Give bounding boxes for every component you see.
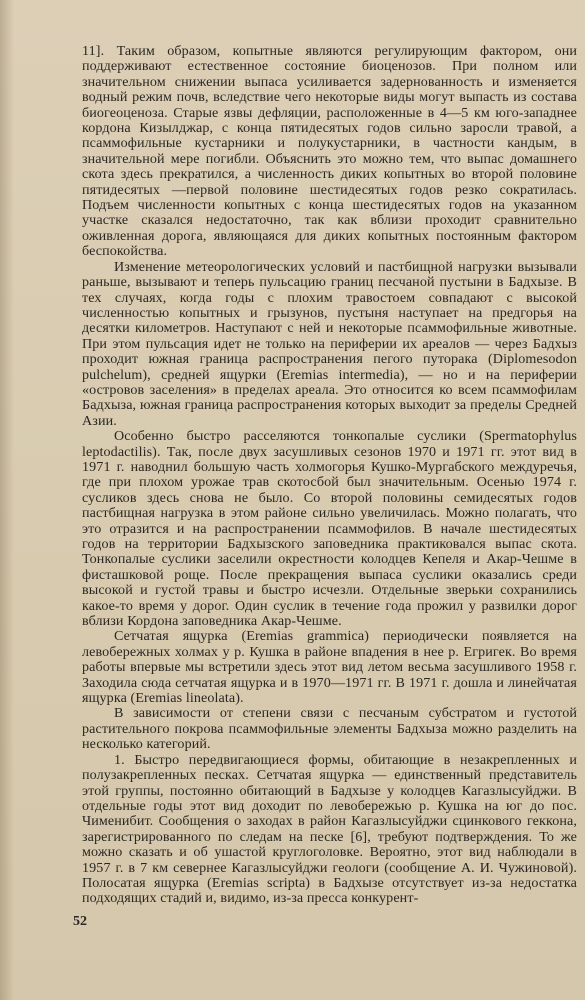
paragraph-5: В зависимости от степени связи с песчаным субстратом и густотой растительного покрова псаммофильные элементы Бадхыза можно разделить на несколько категорий. — [82, 705, 577, 753]
paragraph-6: 1. Быстро передвигающиеся формы, обитающие в незакрепленных и полузакрепленных песках. Сетчатая ящурка — единственный представитель этой группы, постоянно обитающий в Бадхызе у колодцев Кагазлысуйджи. В отдельные годы этот вид доходит по левобережью р. Кушка на юг до пос. Чименибит. Сообщения о заходах в район Кагазлысуйджи сцинкового геккона, зарегистрированного по следам на песке [6], требуют подтверждения. То же можно сказать и об ушастой круглоголовке. Вероятно, этот вид наблюдали в 1957 г. в 7 км севернее Кагазлысуйджи геологи (сообщение А. И. Чужиновой). Полосатая ящурка (Eremias scripta) в Бадхызе отсутствует из-за недостатка подходящих стадий и, видимо, из-за пресса конкурент- — [82, 751, 577, 907]
page-number: 52 — [73, 914, 87, 929]
paragraph-3: Особенно быстро расселяются тонкопалые суслики (Spermatophylus leptodactilis). Так, после двух засушливых сезонов 1970 и 1971 гг. этот вид в 1971 г. наводнил большую часть холмогорья Кушко-Мургабского междуречья, где при плохом урожае трав скотосбой был значительным. Осенью 1974 г. сусликов здесь снова не было. Со второй половины семидесятых годов пастбищная нагрузка в этом районе сильно увеличилась. Можно полагать, что это отразится и на распространении псаммофилов. В начале шестидесятых годов на территории Бадхызского заповедника практиковался выпас скота. Тонкопалые суслики заселили окрестности колодцев Кепеля и Акар-Чешме в фисташковой роще. После прекращения выпаса суслики оказались среди высокой и густой травы и быстро исчезли. Отдельные зверьки сохранились какое-то время у дорог. Один суслик в течение года прожил у развилки дорог вблизи Кордона заповедника Акар-Чешме. — [82, 428, 577, 630]
paragraph-1: 11]. Таким образом, копытные являются регулирующим фактором, они поддерживают естественное состояние биоценозов. При полном или значительном снижении выпаса усиливается задернованность и изменяется водный режим почв, вследствие чего некоторые виды могут выпасть из состава биогеоценоза. Старые язвы дефляции, расположенные в 4—5 км юго-западнее кордона Кизылджар, с конца пятидесятых годов сильно заросли травой, а псаммофильные кустарники и полукустарники, в частности кандым, в значительной мере погибли. Объяснить это можно тем, что выпас домашнего скота здесь прекратился, а численность диких копытных во второй половине пятидесятых —первой половине шестидесятых годов резко сократилась. Подъем численности копытных с конца шестидесятых годов на указанном участке сказался недостаточно, так как вблизи проходит сравнительно оживленная дорога, являющаяся для диких копытных постоянным фактором беспокойства. — [82, 43, 577, 260]
body-text — [82, 44, 577, 907]
paragraph-2: Изменение метеорологических условий и пастбищной нагрузки вызывали раньше, вызывают и теперь пульсацию границ песчаной пустыни в Бадхызе. В тех случаях, когда годы с плохим травостоем совпадают с высокой численностью копытных и грызунов, пустыня наступает на предгорья на десятки километров. Наступают с ней и некоторые псаммофильные животные. При этом пульсация идет не только на периферии их ареалов — через Бадхыз проходит южная граница распространения пегого путорака (Diplomesodon pulchelum), средней ящурки (Eremias intermedia), — но и на периферии «островов заселения» в пределах ареала. Это относится ко всем псаммофилам Бадхыза, южная граница распространения которых выходит за пределы Средней Азии. — [82, 258, 577, 429]
paragraph-4: Сетчатая ящурка (Eremias grammica) периодически появляется на левобережных холмах у р. Кушка в районе впадения в нее р. Егригек. Во время работы впервые мы встретили здесь этот вид летом весьма засушливого 1958 г. Заходила сюда сетчатая ящурка и в 1970—1971 гг. В 1971 г. дошла и линейчатая ящурка (Eremias lineolata). — [82, 628, 577, 707]
binding-shadow — [0, 0, 14, 1000]
